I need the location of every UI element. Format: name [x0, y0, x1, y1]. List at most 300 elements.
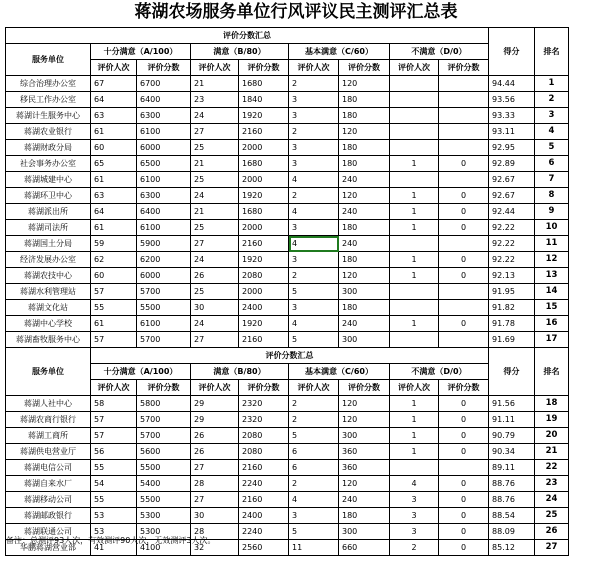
total-score-cell[interactable]: 85.12 [489, 540, 535, 556]
b-count-cell[interactable]: 26 [191, 268, 239, 284]
sub-header-count[interactable]: 评价人次 [390, 380, 439, 396]
unit-name-cell[interactable]: 经济发展办公室 [6, 252, 91, 268]
total-score-cell[interactable]: 92.67 [489, 188, 535, 204]
a-score-cell[interactable]: 6100 [137, 220, 191, 236]
unit-name-cell[interactable]: 蒋湖人社中心 [6, 396, 91, 412]
unit-name-cell[interactable]: 蒋湖国土分局 [6, 236, 91, 252]
unit-header[interactable]: 服务单位 [6, 44, 91, 76]
c-count-cell[interactable]: 2 [289, 396, 339, 412]
c-score-cell[interactable]: 240 [339, 172, 390, 188]
d-count-cell[interactable] [390, 140, 439, 156]
sub-header-count[interactable]: 评价人次 [289, 60, 339, 76]
c-score-cell[interactable]: 240 [339, 316, 390, 332]
unit-name-cell[interactable]: 蒋湖自来水厂 [6, 476, 91, 492]
a-score-cell[interactable]: 5800 [137, 396, 191, 412]
d-score-cell[interactable]: 0 [439, 444, 489, 460]
d-count-cell[interactable] [390, 300, 439, 316]
c-count-cell[interactable]: 3 [289, 92, 339, 108]
c-count-cell[interactable]: 3 [289, 140, 339, 156]
b-count-cell[interactable]: 27 [191, 124, 239, 140]
rank-header[interactable]: 排名 [535, 28, 569, 76]
b-count-cell[interactable]: 25 [191, 284, 239, 300]
total-score-cell[interactable]: 93.33 [489, 108, 535, 124]
a-count-cell[interactable]: 41 [91, 540, 137, 556]
total-score-cell[interactable]: 92.44 [489, 204, 535, 220]
d-score-cell[interactable]: 0 [439, 428, 489, 444]
total-score-cell[interactable]: 91.82 [489, 300, 535, 316]
rank-cell[interactable]: 6 [535, 156, 569, 172]
rank-cell[interactable]: 11 [535, 236, 569, 252]
c-count-cell[interactable]: 6 [289, 444, 339, 460]
d-count-cell[interactable]: 1 [390, 188, 439, 204]
c-score-cell[interactable]: 300 [339, 332, 390, 348]
a-count-cell[interactable]: 61 [91, 316, 137, 332]
a-count-cell[interactable]: 64 [91, 92, 137, 108]
a-count-cell[interactable]: 61 [91, 172, 137, 188]
cat-header-d[interactable]: 不满意（D/0） [390, 44, 489, 60]
c-score-cell[interactable]: 180 [339, 156, 390, 172]
unit-name-cell[interactable]: 蒋湖农业银行 [6, 124, 91, 140]
d-score-cell[interactable]: 0 [439, 508, 489, 524]
b-count-cell[interactable]: 23 [191, 92, 239, 108]
d-count-cell[interactable]: 1 [390, 316, 439, 332]
rank-cell[interactable]: 15 [535, 300, 569, 316]
a-score-cell[interactable]: 5500 [137, 460, 191, 476]
rank-header[interactable]: 排名 [535, 348, 569, 396]
d-score-cell[interactable]: 0 [439, 204, 489, 220]
unit-name-cell[interactable]: 蒋湖农商行银行 [6, 412, 91, 428]
total-score-cell[interactable]: 91.56 [489, 396, 535, 412]
d-count-cell[interactable]: 3 [390, 508, 439, 524]
a-score-cell[interactable]: 5500 [137, 300, 191, 316]
total-score-cell[interactable]: 92.67 [489, 172, 535, 188]
unit-name-cell[interactable]: 移民工作办公室 [6, 92, 91, 108]
b-count-cell[interactable]: 25 [191, 140, 239, 156]
a-count-cell[interactable]: 61 [91, 124, 137, 140]
total-score-cell[interactable]: 92.89 [489, 156, 535, 172]
sub-header-count[interactable]: 评价人次 [91, 60, 137, 76]
rank-cell[interactable]: 5 [535, 140, 569, 156]
b-score-cell[interactable]: 1680 [239, 204, 289, 220]
rank-cell[interactable]: 16 [535, 316, 569, 332]
b-score-cell[interactable]: 2080 [239, 268, 289, 284]
a-count-cell[interactable]: 54 [91, 476, 137, 492]
b-count-cell[interactable]: 30 [191, 508, 239, 524]
c-count-cell[interactable]: 4 [289, 204, 339, 220]
d-score-cell[interactable]: 0 [439, 396, 489, 412]
c-score-cell[interactable]: 180 [339, 508, 390, 524]
b-score-cell[interactable]: 2000 [239, 284, 289, 300]
a-count-cell[interactable]: 55 [91, 460, 137, 476]
sub-header-count[interactable]: 评价人次 [390, 60, 439, 76]
cat-header-c[interactable]: 基本满意（C/60） [289, 364, 390, 380]
unit-name-cell[interactable]: 蒋湖计生服务中心 [6, 108, 91, 124]
b-score-cell[interactable]: 2240 [239, 476, 289, 492]
b-score-cell[interactable]: 1920 [239, 108, 289, 124]
rank-cell[interactable]: 22 [535, 460, 569, 476]
sub-header-score[interactable]: 评价分数 [439, 380, 489, 396]
c-count-cell[interactable]: 3 [289, 108, 339, 124]
a-score-cell[interactable]: 6300 [137, 188, 191, 204]
d-score-cell[interactable]: 0 [439, 540, 489, 556]
a-count-cell[interactable]: 58 [91, 396, 137, 412]
rank-cell[interactable]: 1 [535, 76, 569, 92]
d-count-cell[interactable] [390, 92, 439, 108]
b-score-cell[interactable]: 2000 [239, 172, 289, 188]
d-count-cell[interactable]: 3 [390, 492, 439, 508]
d-count-cell[interactable]: 2 [390, 540, 439, 556]
c-count-cell[interactable]: 2 [289, 412, 339, 428]
total-score-cell[interactable]: 91.11 [489, 412, 535, 428]
d-score-cell[interactable] [439, 460, 489, 476]
selected-cell[interactable]: 4 [289, 236, 339, 252]
b-score-cell[interactable]: 1920 [239, 252, 289, 268]
unit-header[interactable]: 服务单位 [6, 348, 91, 396]
b-score-cell[interactable]: 1920 [239, 316, 289, 332]
b-count-cell[interactable]: 27 [191, 460, 239, 476]
total-score-cell[interactable]: 92.22 [489, 236, 535, 252]
d-count-cell[interactable]: 1 [390, 412, 439, 428]
b-score-cell[interactable]: 2000 [239, 140, 289, 156]
b-score-cell[interactable]: 2400 [239, 300, 289, 316]
a-count-cell[interactable]: 57 [91, 428, 137, 444]
c-count-cell[interactable]: 5 [289, 524, 339, 540]
rank-cell[interactable]: 24 [535, 492, 569, 508]
total-score-cell[interactable]: 91.78 [489, 316, 535, 332]
d-count-cell[interactable]: 3 [390, 524, 439, 540]
rank-cell[interactable]: 21 [535, 444, 569, 460]
group-header[interactable]: 评价分数汇总 [6, 28, 489, 44]
d-count-cell[interactable] [390, 284, 439, 300]
total-score-cell[interactable]: 88.09 [489, 524, 535, 540]
c-count-cell[interactable]: 2 [289, 124, 339, 140]
a-count-cell[interactable]: 64 [91, 204, 137, 220]
d-count-cell[interactable]: 1 [390, 396, 439, 412]
a-score-cell[interactable]: 6000 [137, 140, 191, 156]
d-count-cell[interactable] [390, 332, 439, 348]
total-score-cell[interactable]: 91.95 [489, 284, 535, 300]
a-score-cell[interactable]: 6100 [137, 316, 191, 332]
total-score-cell[interactable]: 88.76 [489, 492, 535, 508]
b-count-cell[interactable]: 28 [191, 524, 239, 540]
a-score-cell[interactable]: 6300 [137, 108, 191, 124]
cat-header-a[interactable]: 十分满意（A/100） [91, 44, 191, 60]
unit-name-cell[interactable]: 蒋湖城建中心 [6, 172, 91, 188]
c-count-cell[interactable]: 2 [289, 268, 339, 284]
d-score-cell[interactable]: 0 [439, 412, 489, 428]
sub-header-score[interactable]: 评价分数 [239, 60, 289, 76]
b-count-cell[interactable]: 26 [191, 444, 239, 460]
a-score-cell[interactable]: 5600 [137, 444, 191, 460]
a-count-cell[interactable]: 57 [91, 332, 137, 348]
b-score-cell[interactable]: 2160 [239, 124, 289, 140]
b-count-cell[interactable]: 27 [191, 236, 239, 252]
d-score-cell[interactable] [439, 108, 489, 124]
d-score-cell[interactable]: 0 [439, 492, 489, 508]
unit-name-cell[interactable]: 蒋湖电信公司 [6, 460, 91, 476]
c-count-cell[interactable]: 3 [289, 220, 339, 236]
unit-name-cell[interactable]: 蒋湖中心学校 [6, 316, 91, 332]
cat-header-c[interactable]: 基本满意（C/60） [289, 44, 390, 60]
c-score-cell[interactable]: 360 [339, 444, 390, 460]
d-score-cell[interactable]: 0 [439, 268, 489, 284]
d-count-cell[interactable] [390, 124, 439, 140]
b-count-cell[interactable]: 21 [191, 204, 239, 220]
b-score-cell[interactable]: 2160 [239, 460, 289, 476]
rank-cell[interactable]: 9 [535, 204, 569, 220]
a-score-cell[interactable]: 5300 [137, 524, 191, 540]
total-score-cell[interactable]: 90.79 [489, 428, 535, 444]
rank-cell[interactable]: 14 [535, 284, 569, 300]
a-score-cell[interactable]: 5700 [137, 332, 191, 348]
sub-header-score[interactable]: 评价分数 [339, 60, 390, 76]
c-score-cell[interactable]: 120 [339, 412, 390, 428]
unit-name-cell[interactable]: 蒋湖环卫中心 [6, 188, 91, 204]
d-score-cell[interactable] [439, 284, 489, 300]
c-score-cell[interactable]: 240 [339, 204, 390, 220]
b-score-cell[interactable]: 2080 [239, 444, 289, 460]
c-count-cell[interactable]: 3 [289, 300, 339, 316]
rank-cell[interactable]: 23 [535, 476, 569, 492]
rank-cell[interactable]: 3 [535, 108, 569, 124]
a-score-cell[interactable]: 4100 [137, 540, 191, 556]
d-score-cell[interactable]: 0 [439, 476, 489, 492]
rank-cell[interactable]: 2 [535, 92, 569, 108]
total-score-cell[interactable]: 92.22 [489, 252, 535, 268]
b-count-cell[interactable]: 32 [191, 540, 239, 556]
rank-cell[interactable]: 10 [535, 220, 569, 236]
rank-cell[interactable]: 25 [535, 508, 569, 524]
c-count-cell[interactable]: 3 [289, 156, 339, 172]
c-count-cell[interactable]: 4 [289, 492, 339, 508]
a-count-cell[interactable]: 55 [91, 492, 137, 508]
unit-name-cell[interactable]: 蒋湖农技中心 [6, 268, 91, 284]
sub-header-score[interactable]: 评价分数 [137, 380, 191, 396]
rank-cell[interactable]: 13 [535, 268, 569, 284]
d-score-cell[interactable]: 0 [439, 252, 489, 268]
d-count-cell[interactable] [390, 76, 439, 92]
c-score-cell[interactable]: 180 [339, 108, 390, 124]
a-score-cell[interactable]: 5900 [137, 236, 191, 252]
a-score-cell[interactable]: 6400 [137, 92, 191, 108]
b-count-cell[interactable]: 21 [191, 76, 239, 92]
b-score-cell[interactable]: 1680 [239, 156, 289, 172]
a-score-cell[interactable]: 6100 [137, 172, 191, 188]
unit-name-cell[interactable]: 华鹏蒋湖营业部 [6, 540, 91, 556]
a-count-cell[interactable]: 63 [91, 108, 137, 124]
sub-header-score[interactable]: 评价分数 [239, 380, 289, 396]
a-count-cell[interactable]: 61 [91, 220, 137, 236]
d-count-cell[interactable]: 1 [390, 252, 439, 268]
rank-cell[interactable]: 8 [535, 188, 569, 204]
unit-name-cell[interactable]: 蒋湖文化站 [6, 300, 91, 316]
unit-name-cell[interactable]: 蒋湖工商所 [6, 428, 91, 444]
total-score-cell[interactable]: 92.95 [489, 140, 535, 156]
b-score-cell[interactable]: 2560 [239, 540, 289, 556]
unit-name-cell[interactable]: 蒋湖移动公司 [6, 492, 91, 508]
a-score-cell[interactable]: 6000 [137, 268, 191, 284]
cat-header-d[interactable]: 不满意（D/0） [390, 364, 489, 380]
score-header[interactable]: 得分 [489, 348, 535, 396]
c-score-cell[interactable]: 120 [339, 76, 390, 92]
sub-header-count[interactable]: 评价人次 [91, 380, 137, 396]
c-score-cell[interactable]: 180 [339, 140, 390, 156]
cat-header-b[interactable]: 满意（B/80） [191, 364, 289, 380]
a-score-cell[interactable]: 5400 [137, 476, 191, 492]
b-count-cell[interactable]: 24 [191, 316, 239, 332]
c-score-cell[interactable]: 180 [339, 220, 390, 236]
c-count-cell[interactable]: 4 [289, 172, 339, 188]
cat-header-a[interactable]: 十分满意（A/100） [91, 364, 191, 380]
d-count-cell[interactable]: 1 [390, 220, 439, 236]
c-count-cell[interactable]: 5 [289, 428, 339, 444]
b-count-cell[interactable]: 24 [191, 188, 239, 204]
b-score-cell[interactable]: 1680 [239, 76, 289, 92]
b-score-cell[interactable]: 2240 [239, 524, 289, 540]
b-score-cell[interactable]: 2000 [239, 220, 289, 236]
sub-header-count[interactable]: 评价人次 [191, 60, 239, 76]
a-count-cell[interactable]: 53 [91, 524, 137, 540]
c-score-cell[interactable]: 120 [339, 476, 390, 492]
a-score-cell[interactable]: 6500 [137, 156, 191, 172]
a-score-cell[interactable]: 5300 [137, 508, 191, 524]
b-score-cell[interactable]: 2400 [239, 508, 289, 524]
b-count-cell[interactable]: 29 [191, 396, 239, 412]
d-score-cell[interactable]: 0 [439, 220, 489, 236]
b-score-cell[interactable]: 2320 [239, 396, 289, 412]
b-score-cell[interactable]: 2160 [239, 236, 289, 252]
b-score-cell[interactable]: 2160 [239, 332, 289, 348]
c-score-cell[interactable]: 240 [339, 492, 390, 508]
a-count-cell[interactable]: 62 [91, 252, 137, 268]
d-score-cell[interactable] [439, 140, 489, 156]
unit-name-cell[interactable]: 综合治理办公室 [6, 76, 91, 92]
c-score-cell[interactable]: 300 [339, 428, 390, 444]
a-score-cell[interactable]: 5700 [137, 428, 191, 444]
total-score-cell[interactable]: 88.76 [489, 476, 535, 492]
b-count-cell[interactable]: 24 [191, 252, 239, 268]
rank-cell[interactable]: 18 [535, 396, 569, 412]
c-count-cell[interactable]: 2 [289, 76, 339, 92]
d-count-cell[interactable]: 1 [390, 156, 439, 172]
a-score-cell[interactable]: 5700 [137, 412, 191, 428]
unit-name-cell[interactable]: 蒋湖畜牧服务中心 [6, 332, 91, 348]
c-count-cell[interactable]: 3 [289, 252, 339, 268]
d-score-cell[interactable] [439, 124, 489, 140]
total-score-cell[interactable]: 88.54 [489, 508, 535, 524]
unit-name-cell[interactable]: 蒋湖财政分局 [6, 140, 91, 156]
d-score-cell[interactable]: 0 [439, 188, 489, 204]
c-count-cell[interactable]: 6 [289, 460, 339, 476]
rank-cell[interactable]: 4 [535, 124, 569, 140]
unit-name-cell[interactable]: 蒋湖司法所 [6, 220, 91, 236]
a-count-cell[interactable]: 60 [91, 268, 137, 284]
a-count-cell[interactable]: 59 [91, 236, 137, 252]
b-count-cell[interactable]: 30 [191, 300, 239, 316]
c-count-cell[interactable]: 4 [289, 316, 339, 332]
c-score-cell[interactable]: 660 [339, 540, 390, 556]
d-count-cell[interactable] [390, 108, 439, 124]
b-count-cell[interactable]: 21 [191, 156, 239, 172]
b-score-cell[interactable]: 1920 [239, 188, 289, 204]
unit-name-cell[interactable]: 蒋湖供电营业厅 [6, 444, 91, 460]
group-header[interactable]: 评价分数汇总 [91, 348, 489, 364]
sub-header-score[interactable]: 评价分数 [137, 60, 191, 76]
total-score-cell[interactable]: 93.11 [489, 124, 535, 140]
d-score-cell[interactable] [439, 92, 489, 108]
rank-cell[interactable]: 12 [535, 252, 569, 268]
d-count-cell[interactable] [390, 460, 439, 476]
b-count-cell[interactable]: 29 [191, 412, 239, 428]
d-count-cell[interactable]: 1 [390, 428, 439, 444]
unit-name-cell[interactable]: 蒋湖邮政银行 [6, 508, 91, 524]
unit-name-cell[interactable]: 蒋湖联通公司 [6, 524, 91, 540]
c-score-cell[interactable]: 120 [339, 268, 390, 284]
c-score-cell[interactable]: 120 [339, 188, 390, 204]
b-count-cell[interactable]: 27 [191, 332, 239, 348]
a-count-cell[interactable]: 53 [91, 508, 137, 524]
d-score-cell[interactable]: 0 [439, 156, 489, 172]
a-count-cell[interactable]: 65 [91, 156, 137, 172]
c-count-cell[interactable]: 5 [289, 332, 339, 348]
c-score-cell[interactable]: 360 [339, 460, 390, 476]
rank-cell[interactable]: 17 [535, 332, 569, 348]
c-count-cell[interactable]: 5 [289, 284, 339, 300]
c-count-cell[interactable]: 11 [289, 540, 339, 556]
c-count-cell[interactable]: 2 [289, 476, 339, 492]
total-score-cell[interactable]: 92.22 [489, 220, 535, 236]
total-score-cell[interactable]: 94.44 [489, 76, 535, 92]
b-score-cell[interactable]: 2080 [239, 428, 289, 444]
a-count-cell[interactable]: 56 [91, 444, 137, 460]
a-score-cell[interactable]: 6400 [137, 204, 191, 220]
unit-name-cell[interactable]: 蒋湖水利管理站 [6, 284, 91, 300]
total-score-cell[interactable]: 92.13 [489, 268, 535, 284]
a-count-cell[interactable]: 55 [91, 300, 137, 316]
rank-cell[interactable]: 27 [535, 540, 569, 556]
c-score-cell[interactable]: 300 [339, 524, 390, 540]
sub-header-score[interactable]: 评价分数 [439, 60, 489, 76]
score-header[interactable]: 得分 [489, 28, 535, 76]
total-score-cell[interactable]: 90.34 [489, 444, 535, 460]
a-score-cell[interactable]: 5700 [137, 284, 191, 300]
sub-header-count[interactable]: 评价人次 [191, 380, 239, 396]
c-score-cell[interactable]: 180 [339, 300, 390, 316]
d-count-cell[interactable] [390, 236, 439, 252]
c-count-cell[interactable]: 3 [289, 508, 339, 524]
d-score-cell[interactable] [439, 76, 489, 92]
a-score-cell[interactable]: 6100 [137, 124, 191, 140]
cat-header-b[interactable]: 满意（B/80） [191, 44, 289, 60]
a-count-cell[interactable]: 57 [91, 412, 137, 428]
b-score-cell[interactable]: 2320 [239, 412, 289, 428]
c-count-cell[interactable]: 2 [289, 188, 339, 204]
c-score-cell[interactable]: 120 [339, 396, 390, 412]
d-score-cell[interactable] [439, 172, 489, 188]
d-score-cell[interactable] [439, 332, 489, 348]
sub-header-score[interactable]: 评价分数 [339, 380, 390, 396]
b-count-cell[interactable]: 27 [191, 492, 239, 508]
d-score-cell[interactable]: 0 [439, 524, 489, 540]
unit-name-cell[interactable]: 社会事务办公室 [6, 156, 91, 172]
b-score-cell[interactable]: 2160 [239, 492, 289, 508]
b-count-cell[interactable]: 24 [191, 108, 239, 124]
rank-cell[interactable]: 19 [535, 412, 569, 428]
sub-header-count[interactable]: 评价人次 [289, 380, 339, 396]
a-score-cell[interactable]: 5500 [137, 492, 191, 508]
d-count-cell[interactable]: 4 [390, 476, 439, 492]
d-count-cell[interactable] [390, 172, 439, 188]
